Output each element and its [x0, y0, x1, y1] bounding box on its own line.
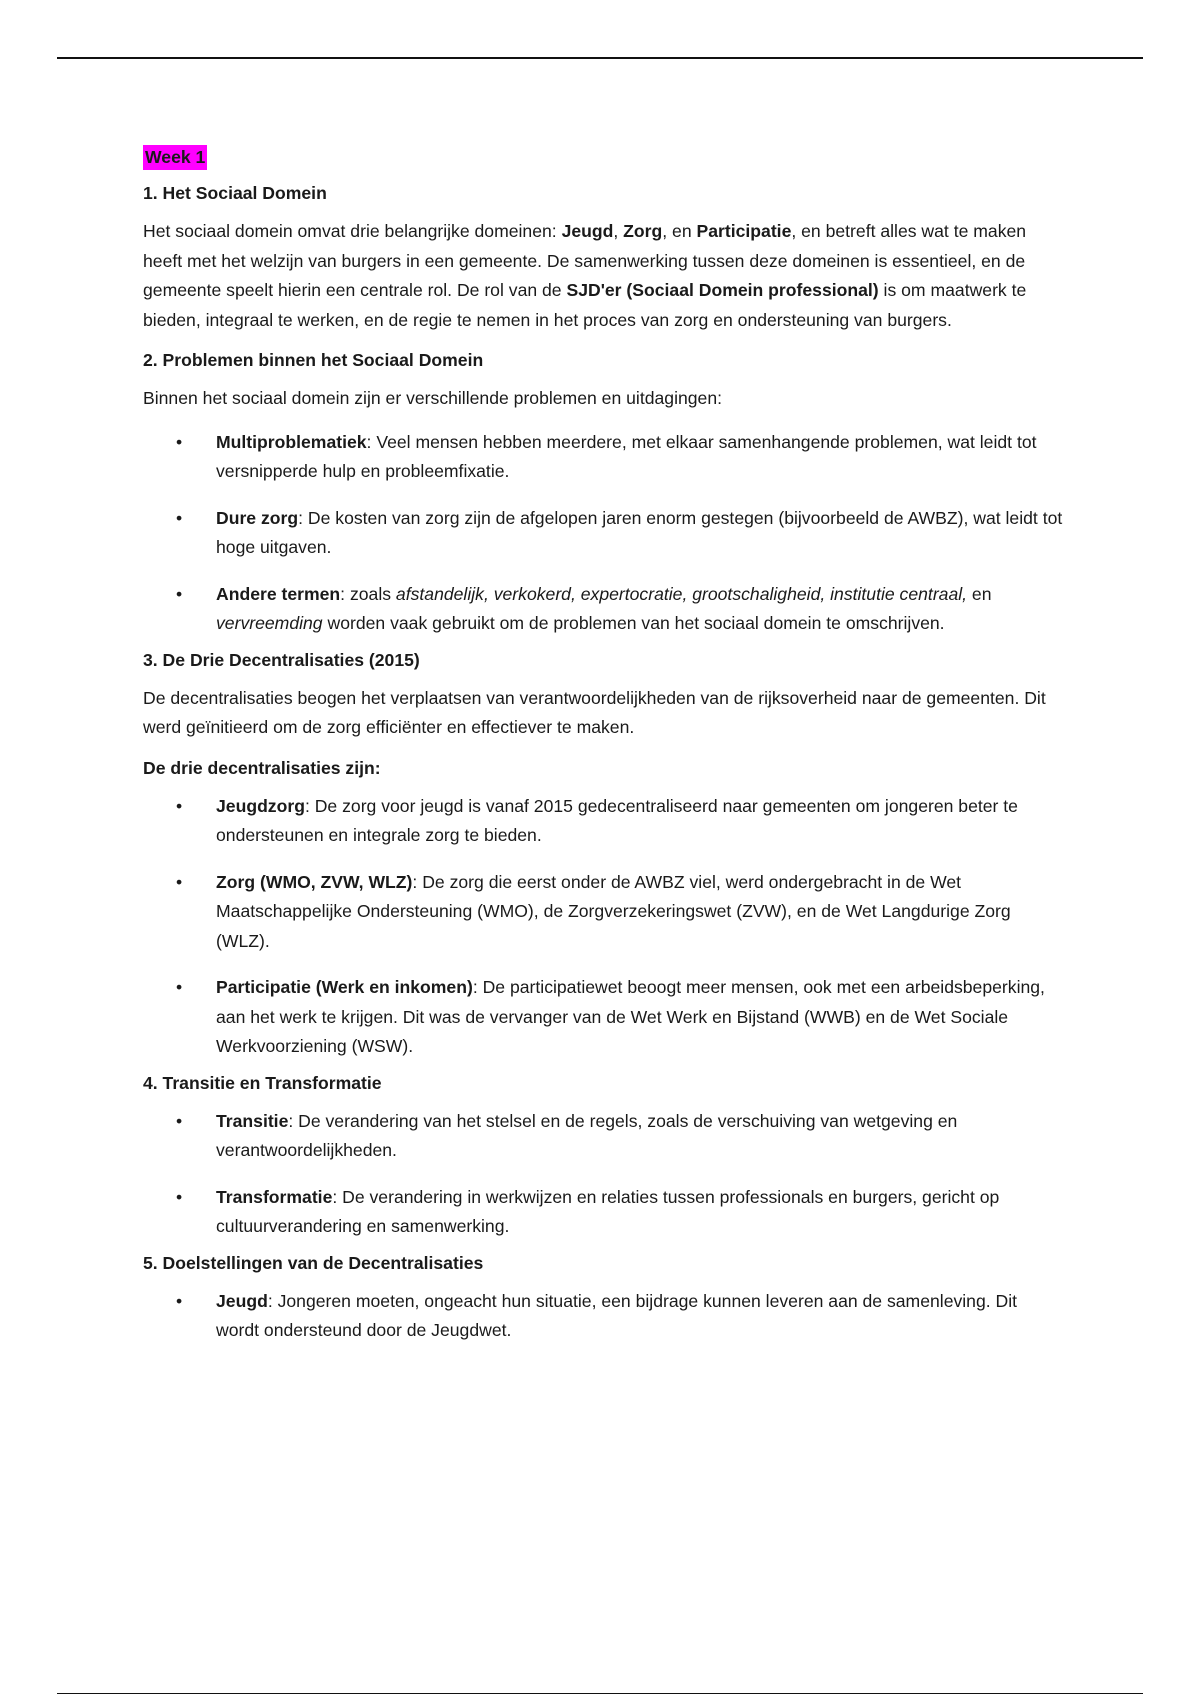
list-item: • Transitie: De verandering van het stelsel en de regels, zoals de verschuiving van wetgeving en verantwoordelijkheden. [143, 1107, 1063, 1166]
bullet-icon: • [176, 1186, 183, 1207]
bullet-icon: • [176, 583, 183, 604]
list-item: • Zorg (WMO, ZVW, WLZ): De zorg die eerst onder de AWBZ viel, werd ondergebracht in de Wet Maatschappelijke Ondersteuning (WMO), de Zorgverzekeringswet (ZVW), en de Wet Langdurige Zorg (WLZ). [143, 868, 1063, 957]
section-3-subheading: De drie decentralisaties zijn: [143, 757, 381, 778]
bullet-icon: • [176, 507, 183, 528]
list-item: • Transformatie: De verandering in werkwijzen en relaties tussen professionals en burgers, gericht op cultuurverandering en samenwerking. [143, 1183, 1063, 1242]
section-4-list [143, 1107, 1063, 1242]
section-3-heading: 3. De Drie Decentralisaties (2015) [143, 649, 420, 670]
section-5-heading: 5. Doelstellingen van de Decentralisaties [143, 1252, 484, 1273]
section-3-intro: De decentralisaties beogen het verplaatsen van verantwoordelijkheden van de rijksoverheid naar de gemeenten. Dit werd geïnitieerd om de zorg efficiënter en effectiever te maken. [143, 687, 1046, 737]
top-rule [57, 57, 1143, 59]
bullet-icon: • [176, 1110, 183, 1131]
bottom-rule [57, 1693, 1143, 1694]
bullet-icon: • [176, 871, 183, 892]
list-item: • Jeugdzorg: De zorg voor jeugd is vanaf 2015 gedecentraliseerd naar gemeenten om jongeren beter te ondersteunen en integrale zorg te bieden. [143, 792, 1063, 851]
section-2-list [143, 428, 1063, 639]
section-1-paragraph: Het sociaal domein omvat drie belangrijke domeinen: Jeugd, Zorg, en Participatie, en betreft alles wat te maken heeft met het welzijn van burgers in een gemeente. De samenwerking tussen deze domeinen is essentieel, en de gemeente speelt hierin een centrale rol. De rol van de SJD'er (Sociaal Domein professional) is om maatwerk te bieden, integraal te werken, en de regie te nemen in het proces van zorg en ondersteuning van burgers. [143, 221, 1027, 330]
bullet-icon: • [176, 795, 183, 816]
list-item: • Dure zorg: De kosten van zorg zijn de afgelopen jaren enorm gestegen (bijvoorbeeld de AWBZ), wat leidt tot hoge uitgaven. [143, 504, 1063, 563]
document-body [143, 140, 1063, 1356]
bullet-icon: • [176, 431, 183, 452]
section-5-list [143, 1287, 1063, 1346]
section-2-intro: Binnen het sociaal domein zijn er verschillende problemen en uitdagingen: [143, 388, 723, 408]
section-1-heading: 1. Het Sociaal Domein [143, 183, 327, 203]
list-item: • Multiproblematiek: Veel mensen hebben meerdere, met elkaar samenhangende problemen, wat leidt tot versnipperde hulp en probleemfixatie. [143, 428, 1063, 487]
list-item: • Jeugd: Jongeren moeten, ongeacht hun situatie, een bijdrage kunnen leveren aan de samenleving. Dit wordt ondersteund door de Jeugdwet. [143, 1287, 1063, 1346]
bullet-icon: • [176, 977, 183, 997]
list-item: • Participatie (Werk en inkomen): De participatiewet beoogt meer mensen, ook met een arbeidsbeperking, aan het werk te krijgen. Dit was de vervanger van de Wet Werk en Bijstand (WWB) en de Wet Sociale Werkvoorziening (WSW). [143, 973, 1063, 1062]
section-3-list [143, 792, 1063, 1062]
bullet-icon: • [176, 1290, 183, 1311]
section-4-heading: 4. Transitie en Transformatie [143, 1072, 382, 1093]
section-2-heading: 2. Problemen binnen het Sociaal Domein [143, 350, 484, 370]
list-item: • Andere termen: zoals afstandelijk, verkokerd, expertocratie, grootschaligheid, institutie centraal, en vervreemding worden vaak gebruikt om de problemen van het sociaal domein te omschrijven. [143, 580, 1063, 639]
week-label: Week 1 [143, 145, 207, 170]
